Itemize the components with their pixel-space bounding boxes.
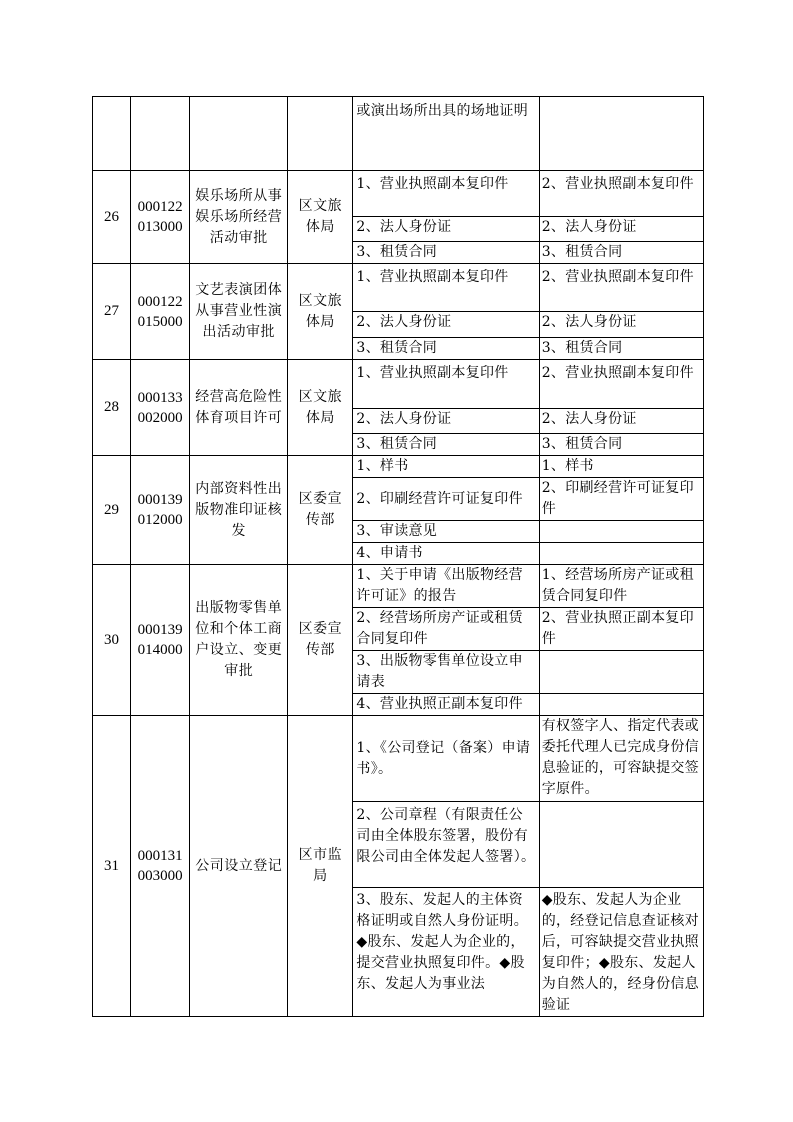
- material-cell: 2、法人身份证: [353, 217, 539, 242]
- material-cell: 3、租赁合同: [353, 242, 539, 264]
- row-number: 30: [93, 565, 131, 716]
- row-number: 31: [93, 716, 131, 1017]
- row-number: 26: [93, 171, 131, 264]
- material-cell: 3、租赁合同: [353, 434, 539, 456]
- table-row: [93, 264, 704, 312]
- material-cell: 3、租赁合同: [353, 338, 539, 360]
- department: 区文旅体局: [288, 360, 353, 456]
- note-cell: [539, 694, 703, 716]
- note-cell: 3、租赁合同: [539, 434, 703, 456]
- note-cell: 2、法人身份证: [539, 409, 703, 434]
- item-code: 000139 014000: [131, 565, 190, 716]
- material-cell: 1、营业执照副本复印件: [353, 360, 539, 409]
- row-number: 29: [93, 456, 131, 565]
- material-cell: 或演出场所出具的场地证明: [353, 97, 539, 171]
- note-cell: [539, 543, 703, 565]
- item-name: 娱乐场所从事娱乐场所经营活动审批: [190, 171, 288, 264]
- materials-table: [92, 96, 704, 1017]
- note-cell: 1、样书: [539, 456, 703, 478]
- note-cell: 3、租赁合同: [539, 242, 703, 264]
- note-cell: [539, 651, 703, 694]
- material-cell: 1、关于申请《出版物经营许可证》的报告: [353, 565, 539, 608]
- item-name: [190, 97, 288, 171]
- item-code: 000133 002000: [131, 360, 190, 456]
- table-row: [93, 716, 704, 802]
- row-number: [93, 97, 131, 171]
- material-cell: 1、《公司登记（备案）申请书》。: [353, 716, 539, 802]
- material-cell: 2、法人身份证: [353, 312, 539, 338]
- material-cell: 3、审读意见: [353, 521, 539, 543]
- item-code: 000139 012000: [131, 456, 190, 565]
- department: 区委宣传部: [288, 456, 353, 565]
- note-cell: 2、营业执照副本复印件: [539, 360, 703, 409]
- material-cell: 2、法人身份证: [353, 409, 539, 434]
- material-cell: 1、营业执照副本复印件: [353, 264, 539, 312]
- row-number: 27: [93, 264, 131, 360]
- department: 区文旅体局: [288, 171, 353, 264]
- item-name: 经营高危险性体育项目许可: [190, 360, 288, 456]
- item-name: 公司设立登记: [190, 716, 288, 1017]
- item-code: 000131 003000: [131, 716, 190, 1017]
- department: 区委宣传部: [288, 565, 353, 716]
- material-cell: 4、申请书: [353, 543, 539, 565]
- material-cell: 4、营业执照正副本复印件: [353, 694, 539, 716]
- note-cell: 3、租赁合同: [539, 338, 703, 360]
- note-cell: [539, 802, 703, 888]
- note-cell: 2、法人身份证: [539, 312, 703, 338]
- note-cell: 2、印刷经营许可证复印件: [539, 478, 703, 521]
- table-row: [93, 97, 704, 171]
- note-cell: 1、经营场所房产证或租赁合同复印件: [539, 565, 703, 608]
- note-cell: [539, 521, 703, 543]
- material-cell: 2、经营场所房产证或租赁合同复印件: [353, 608, 539, 651]
- material-cell: 3、股东、发起人的主体资格证明或自然人身份证明。◆股东、发起人为企业的，提交营业执照复印件。◆股东、发起人为事业法: [353, 888, 539, 1017]
- item-code: 000122 015000: [131, 264, 190, 360]
- item-name: 文艺表演团体从事营业性演出活动审批: [190, 264, 288, 360]
- department: 区市监局: [288, 716, 353, 1017]
- table-row: [93, 456, 704, 478]
- material-cell: 1、营业执照副本复印件: [353, 171, 539, 217]
- item-code: 000122 013000: [131, 171, 190, 264]
- material-cell: 3、出版物零售单位设立申请表: [353, 651, 539, 694]
- note-cell: 有权签字人、指定代表或委托代理人已完成身份信息验证的，可容缺提交签字原件。: [539, 716, 703, 802]
- note-cell: 2、营业执照正副本复印件: [539, 608, 703, 651]
- table-row: [93, 565, 704, 608]
- item-code: [131, 97, 190, 171]
- note-cell: 2、法人身份证: [539, 217, 703, 242]
- department: 区文旅体局: [288, 264, 353, 360]
- department: [288, 97, 353, 171]
- material-cell: 2、印刷经营许可证复印件: [353, 478, 539, 521]
- item-name: 内部资料性出版物准印证核发: [190, 456, 288, 565]
- table-row: [93, 360, 704, 409]
- item-name: 出版物零售单位和个体工商户设立、变更审批: [190, 565, 288, 716]
- note-cell: 2、营业执照副本复印件: [539, 264, 703, 312]
- table-row: [93, 171, 704, 217]
- note-cell: ◆股东、发起人为企业的，经登记信息查证核对后，可容缺提交营业执照复印件；◆股东、发起人为自然人的，经身份信息验证: [539, 888, 703, 1017]
- material-cell: 1、样书: [353, 456, 539, 478]
- note-cell: [539, 97, 703, 171]
- material-cell: 2、公司章程（有限责任公司由全体股东签署，股份有限公司由全体发起人签署）。: [353, 802, 539, 888]
- note-cell: 2、营业执照副本复印件: [539, 171, 703, 217]
- row-number: 28: [93, 360, 131, 456]
